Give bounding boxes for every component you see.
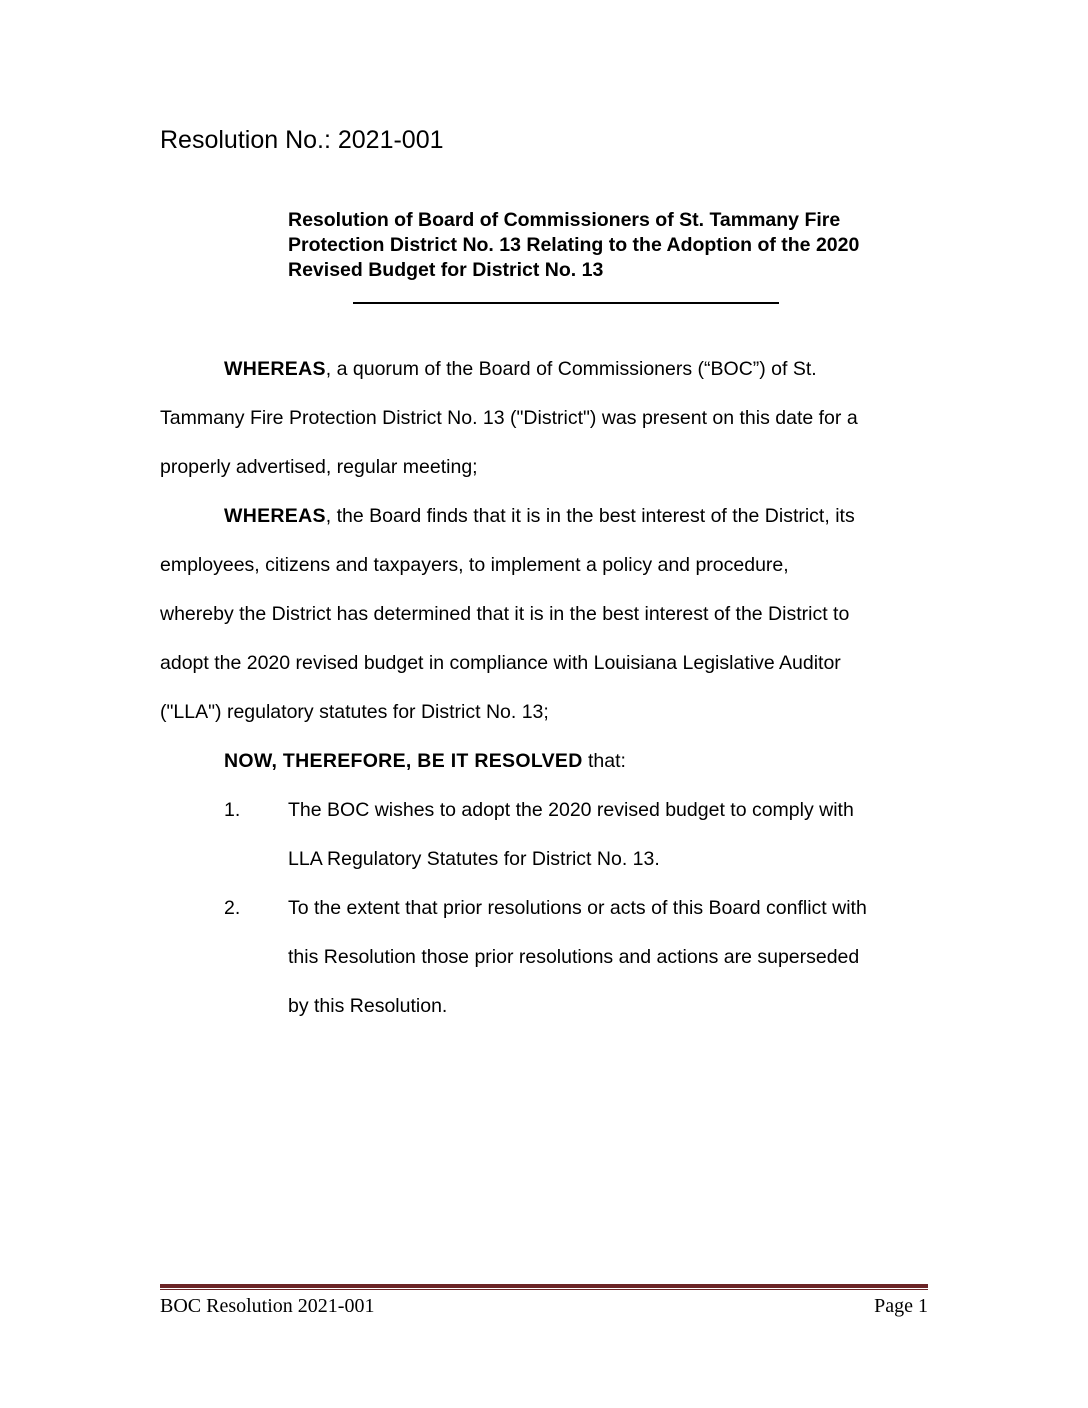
whereas-1-line-2: Tammany Fire Protection District No. 13 ("District") was present on this date for a [160,407,858,429]
resolution-number: Resolution No.: 2021-001 [160,126,444,154]
whereas-2-line-4: adopt the 2020 revised budget in compliance with Louisiana Legislative Auditor [160,652,841,674]
caption-line: Resolution of Board of Commissioners of St. Tammany Fire [288,209,841,231]
item-1-line-2: LLA Regulatory Statutes for District No. 13. [288,848,660,870]
whereas-text: , a quorum of the Board of Commissioners (“BOC”) of St. [325,358,817,380]
whereas-1-line-3: properly advertised, regular meeting; [160,456,478,478]
item-2-line-3: by this Resolution. [288,995,448,1017]
whereas-text: , the Board finds that it is in the best interest of the District, its [325,505,855,527]
whereas-2-line-5: ("LLA") regulatory statutes for District No. 13; [160,701,549,723]
footer-document-id: BOC Resolution 2021-001 [160,1295,375,1317]
footer-divider [160,1284,928,1288]
item-1-line-1: The BOC wishes to adopt the 2020 revised budget to comply with [288,799,854,821]
item-2-line-1: To the extent that prior resolutions or acts of this Board conflict with [288,897,867,919]
item-2-number: 2. [224,897,241,919]
caption-divider [353,302,779,304]
caption-line: Protection District No. 13 Relating to the Adoption of the 2020 [288,234,860,256]
whereas-keyword: WHEREAS [224,358,326,380]
item-1-number: 1. [224,799,241,821]
whereas-2-line-2: employees, citizens and taxpayers, to implement a policy and procedure, [160,554,789,576]
caption-line: Revised Budget for District No. 13 [288,259,604,281]
resolved-text: that: [582,750,626,772]
footer-divider-thin [160,1289,928,1290]
whereas-2-line-1 [224,505,855,528]
whereas-1-line-1 [224,358,817,381]
resolution-caption [288,208,938,283]
whereas-2-line-3: whereby the District has determined that it is in the best interest of the District to [160,603,850,625]
item-2-line-2: this Resolution those prior resolutions and actions are superseded [288,946,860,968]
footer-page-number: Page 1 [874,1295,928,1317]
resolved-clause [224,750,626,773]
whereas-keyword: WHEREAS [224,505,326,527]
resolved-keyword: NOW, THEREFORE, BE IT RESOLVED [224,750,583,772]
